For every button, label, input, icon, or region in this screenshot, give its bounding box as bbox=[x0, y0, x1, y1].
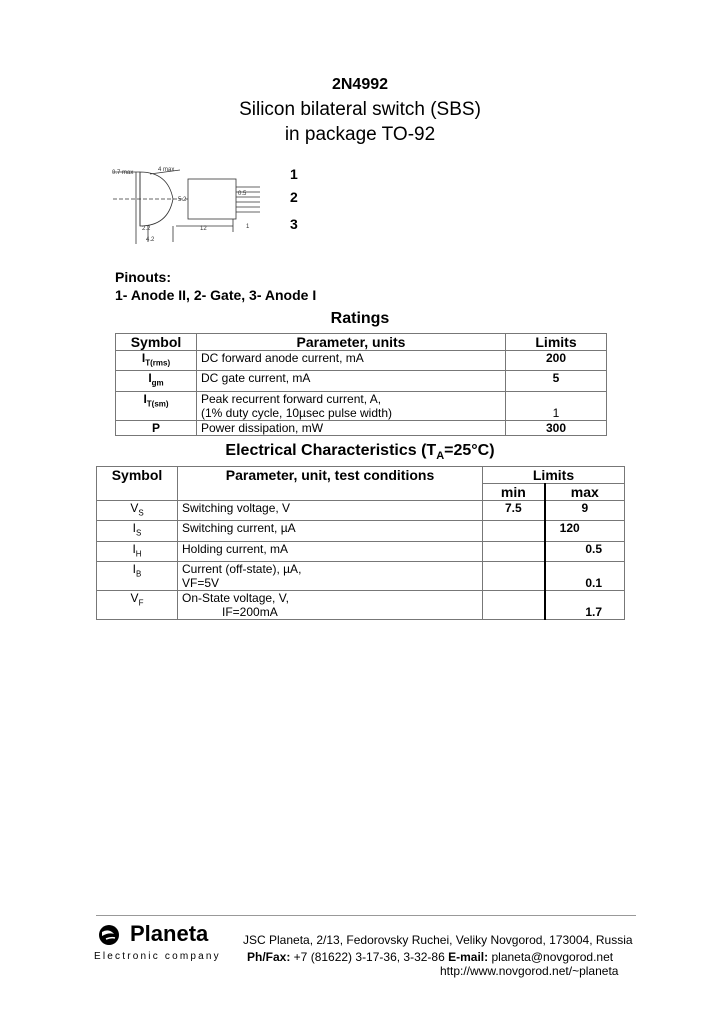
table-row bbox=[97, 521, 625, 541]
dim-label: 0.5 bbox=[238, 191, 247, 197]
part-number: 2N4992 bbox=[331, 76, 389, 93]
electrical-header-row bbox=[97, 467, 625, 484]
min-cell bbox=[483, 562, 545, 591]
ratings-table bbox=[115, 333, 607, 436]
table-row bbox=[116, 391, 607, 420]
param-cell: Switching voltage, V bbox=[178, 501, 483, 521]
min-cell bbox=[483, 541, 545, 561]
limit-cell: 1 bbox=[506, 391, 607, 420]
ratings-heading: Ratings bbox=[330, 310, 390, 327]
footer-url[interactable]: http://www.novgorod.net/~planeta bbox=[440, 964, 619, 978]
max-cell: 9 bbox=[545, 501, 625, 521]
pin-label-3: 3 bbox=[290, 216, 298, 232]
symbol-cell: $I_B$ bbox=[97, 562, 178, 591]
dim-label: 12 bbox=[200, 226, 207, 232]
col-header: Symbol bbox=[97, 467, 178, 501]
symbol-cell: $I_H$ bbox=[97, 541, 178, 561]
ratings-header-row bbox=[116, 334, 607, 351]
col-header: Parameter, unit, test conditions bbox=[178, 467, 483, 501]
symbol-cell: $I_{T(sm)}$ bbox=[116, 391, 197, 420]
max-cell: 1.7 bbox=[545, 591, 625, 620]
pinouts-heading: Pinouts: bbox=[115, 269, 171, 285]
limit-cell: 300 bbox=[506, 420, 607, 435]
logo-tagline: Electronic company bbox=[94, 951, 221, 962]
col-header: Limits bbox=[506, 334, 607, 351]
symbol-cell: $I_{T(rms)}$ bbox=[116, 351, 197, 371]
symbol-cell: $I_S$ bbox=[97, 521, 178, 541]
min-cell bbox=[483, 521, 545, 541]
param-cell: Power dissipation, mW bbox=[197, 420, 506, 435]
col-header-min: min bbox=[483, 484, 545, 501]
min-cell bbox=[483, 591, 545, 620]
param-cell: DC gate current, mA bbox=[197, 371, 506, 391]
col-header: Limits bbox=[483, 467, 625, 484]
col-header: Parameter, units bbox=[197, 334, 506, 351]
symbol-cell: $V_S$ bbox=[97, 501, 178, 521]
subtitle-line-2: in package TO-92 bbox=[284, 124, 436, 145]
param-cell: Peak recurrent forward current, A, (1% duty cycle, 10µsec pulse width) bbox=[197, 391, 506, 420]
dim-label: 5.2 bbox=[178, 197, 187, 203]
footer-address: JSC Planeta, 2/13, Fedorovsky Ruchei, Veliky Novgorod, 173004, Russia bbox=[243, 933, 633, 947]
pin-label-2: 2 bbox=[290, 189, 298, 205]
max-cell: 120 bbox=[545, 521, 625, 541]
param-cell: Current (off-state), µA, VF=5V bbox=[178, 562, 483, 591]
table-row bbox=[116, 351, 607, 371]
param-cell: Switching current, µA bbox=[178, 521, 483, 541]
dim-label: 4.2 bbox=[146, 237, 155, 243]
param-cell: Holding current, mA bbox=[178, 541, 483, 561]
param-cell: DC forward anode current, mA bbox=[197, 351, 506, 371]
max-cell: 0.5 bbox=[545, 541, 625, 561]
col-header: Symbol bbox=[116, 334, 197, 351]
pinouts-text: 1- Anode II, 2- Gate, 3- Anode I bbox=[115, 287, 317, 303]
dim-label: 0.7 max bbox=[112, 170, 134, 176]
table-row bbox=[97, 501, 625, 521]
planeta-logo-icon bbox=[96, 922, 122, 948]
electrical-heading: Electrical Characteristics $(T_A=25^\circ C)$ bbox=[225, 442, 495, 463]
min-cell: 7.5 bbox=[483, 501, 545, 521]
param-cell: On-State voltage, V, IF=200mA bbox=[178, 591, 483, 620]
table-row bbox=[116, 371, 607, 391]
package-drawing bbox=[108, 162, 268, 252]
logo-wordmark: Planeta bbox=[130, 921, 209, 946]
dim-label: 1 bbox=[246, 224, 250, 230]
symbol-cell: $I_{gm}$ bbox=[116, 371, 197, 391]
limit-cell: 5 bbox=[506, 371, 607, 391]
dim-label: 4 max bbox=[158, 167, 175, 173]
table-row bbox=[116, 420, 607, 435]
col-header-max: max bbox=[545, 484, 625, 501]
table-row bbox=[97, 591, 625, 620]
max-cell: 0.1 bbox=[545, 562, 625, 591]
symbol-cell: $V_F$ bbox=[97, 591, 178, 620]
limit-cell: 200 bbox=[506, 351, 607, 371]
table-row bbox=[97, 541, 625, 561]
pin-label-1: 1 bbox=[290, 166, 298, 182]
subtitle-line-1: Silicon bilateral switch (SBS) bbox=[239, 99, 481, 120]
footer-contact: Ph/Fax: +7 (81622) 3-17-36, 3-32-86 E-mail: planeta@novgorod.net bbox=[247, 950, 614, 964]
dim-label: 2.2 bbox=[142, 226, 151, 232]
footer-divider bbox=[96, 915, 636, 916]
symbol-cell: P bbox=[116, 420, 197, 435]
table-row bbox=[97, 562, 625, 591]
electrical-table bbox=[96, 466, 625, 620]
